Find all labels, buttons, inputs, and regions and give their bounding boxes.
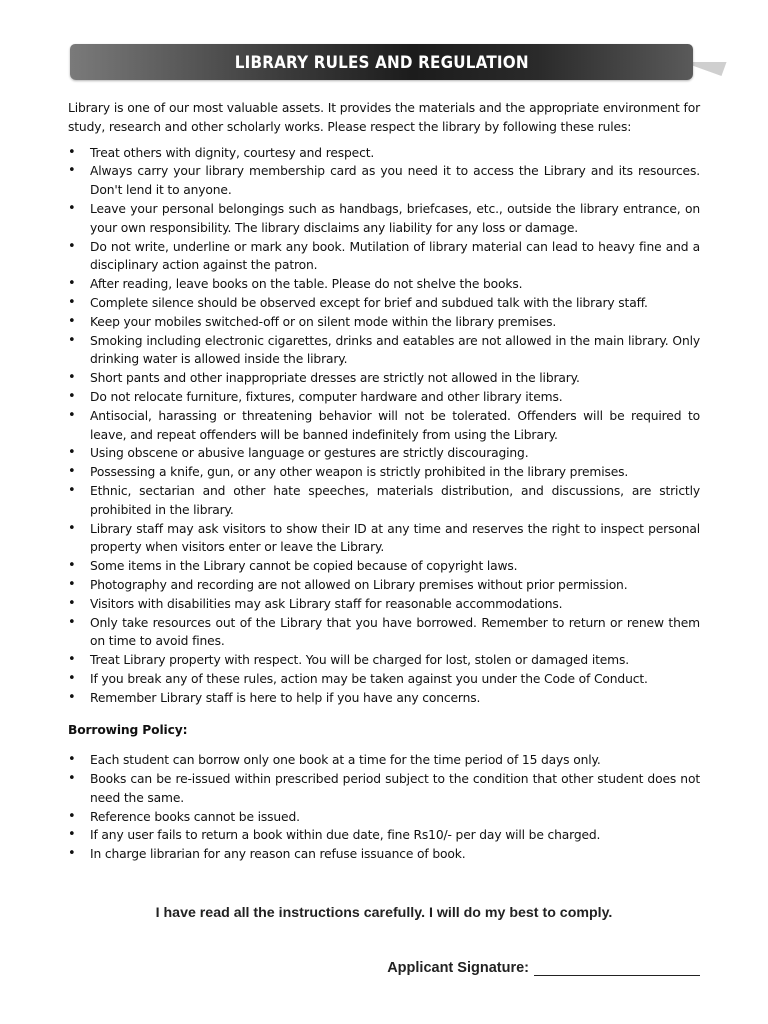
rule-item: • Remember Library staff is here to help if you have any concerns. <box>68 689 700 708</box>
rule-item: • Do not write, underline or mark any book. Mutilation of library material can lead to heavy fine and a disciplinary action against the patron. <box>68 238 700 276</box>
rule-item: • After reading, leave books on the table. Please do not shelve the books. <box>68 275 700 294</box>
banner-bar <box>70 44 693 80</box>
signature-label: Applicant Signature: <box>387 960 529 976</box>
rule-item: • Some items in the Library cannot be copied because of copyright laws. <box>68 557 700 576</box>
borrowing-policy-item: • Books can be re-issued within prescribed period subject to the condition that other student does not need the same. <box>68 770 700 808</box>
page-title: LIBRARY RULES AND REGULATION <box>234 52 529 72</box>
rule-item: • Do not relocate furniture, fixtures, computer hardware and other library items. <box>68 388 700 407</box>
title-banner <box>70 44 724 82</box>
rules-list <box>68 144 700 708</box>
compliance-statement: I have read all the instructions carefully. I will do my best to comply. <box>155 905 613 921</box>
rule-item: • Treat others with dignity, courtesy and respect. <box>68 144 700 163</box>
borrowing-policy-item: • Reference books cannot be issued. <box>68 808 700 827</box>
rule-item: • Visitors with disabilities may ask Library staff for reasonable accommodations. <box>68 595 700 614</box>
rule-item: • Possessing a knife, gun, or any other weapon is strictly prohibited in the library premises. <box>68 463 700 482</box>
rule-item: • Always carry your library membership card as you need it to access the Library and its resources. Don't lend it to anyone. <box>68 162 700 200</box>
rule-item: • Ethnic, sectarian and other hate speeches, materials distribution, and discussions, are strictly prohibited in the library. <box>68 482 700 520</box>
rule-item: • If you break any of these rules, action may be taken against you under the Code of Conduct. <box>68 670 700 689</box>
rule-item: • Keep your mobiles switched-off or on silent mode within the library premises. <box>68 313 700 332</box>
signature-line <box>534 961 700 976</box>
rule-item: • Antisocial, harassing or threatening behavior will not be tolerated. Offenders will be required to leave, and repeat offenders will be banned indefinitely from using the Library. <box>68 407 700 445</box>
rule-item: • Only take resources out of the Library that you have borrowed. Remember to return or renew them on time to avoid fines. <box>68 614 700 652</box>
borrowing-policy-item: • Each student can borrow only one book at a time for the time period of 15 days only. <box>68 751 700 770</box>
rule-item: • Smoking including electronic cigarettes, drinks and eatables are not allowed in the main library. Only drinking water is allowed inside the library. <box>68 332 700 370</box>
rule-item: • Leave your personal belongings such as handbags, briefcases, etc., outside the library entrance, on your own responsibility. The library disclaims any liability for any loss or damage. <box>68 200 700 238</box>
rule-item: • Photography and recording are not allowed on Library premises without prior permission. <box>68 576 700 595</box>
rule-item: • Using obscene or abusive language or gestures are strictly discouraging. <box>68 444 700 463</box>
intro-paragraph: Library is one of our most valuable assets. It provides the materials and the appropriate environment for study, research and other scholarly works. Please respect the library by following these rules: <box>68 101 700 134</box>
rule-item: • Short pants and other inappropriate dresses are strictly not allowed in the library. <box>68 369 700 388</box>
borrowing-policy-title: Borrowing Policy: <box>68 722 188 737</box>
borrowing-policy-item: • If any user fails to return a book within due date, fine Rs10/- per day will be charged. <box>68 826 700 845</box>
document-body <box>68 99 700 864</box>
rule-item: • Library staff may ask visitors to show their ID at any time and reserves the right to inspect personal property when visitors enter or leave the Library. <box>68 520 700 558</box>
borrowing-policy-list <box>68 751 700 864</box>
rule-item: • Complete silence should be observed except for brief and subdued talk with the library staff. <box>68 294 700 313</box>
borrowing-policy-item: • In charge librarian for any reason can refuse issuance of book. <box>68 845 700 864</box>
rule-item: • Treat Library property with respect. You will be charged for lost, stolen or damaged items. <box>68 651 700 670</box>
signature-block <box>387 960 700 976</box>
